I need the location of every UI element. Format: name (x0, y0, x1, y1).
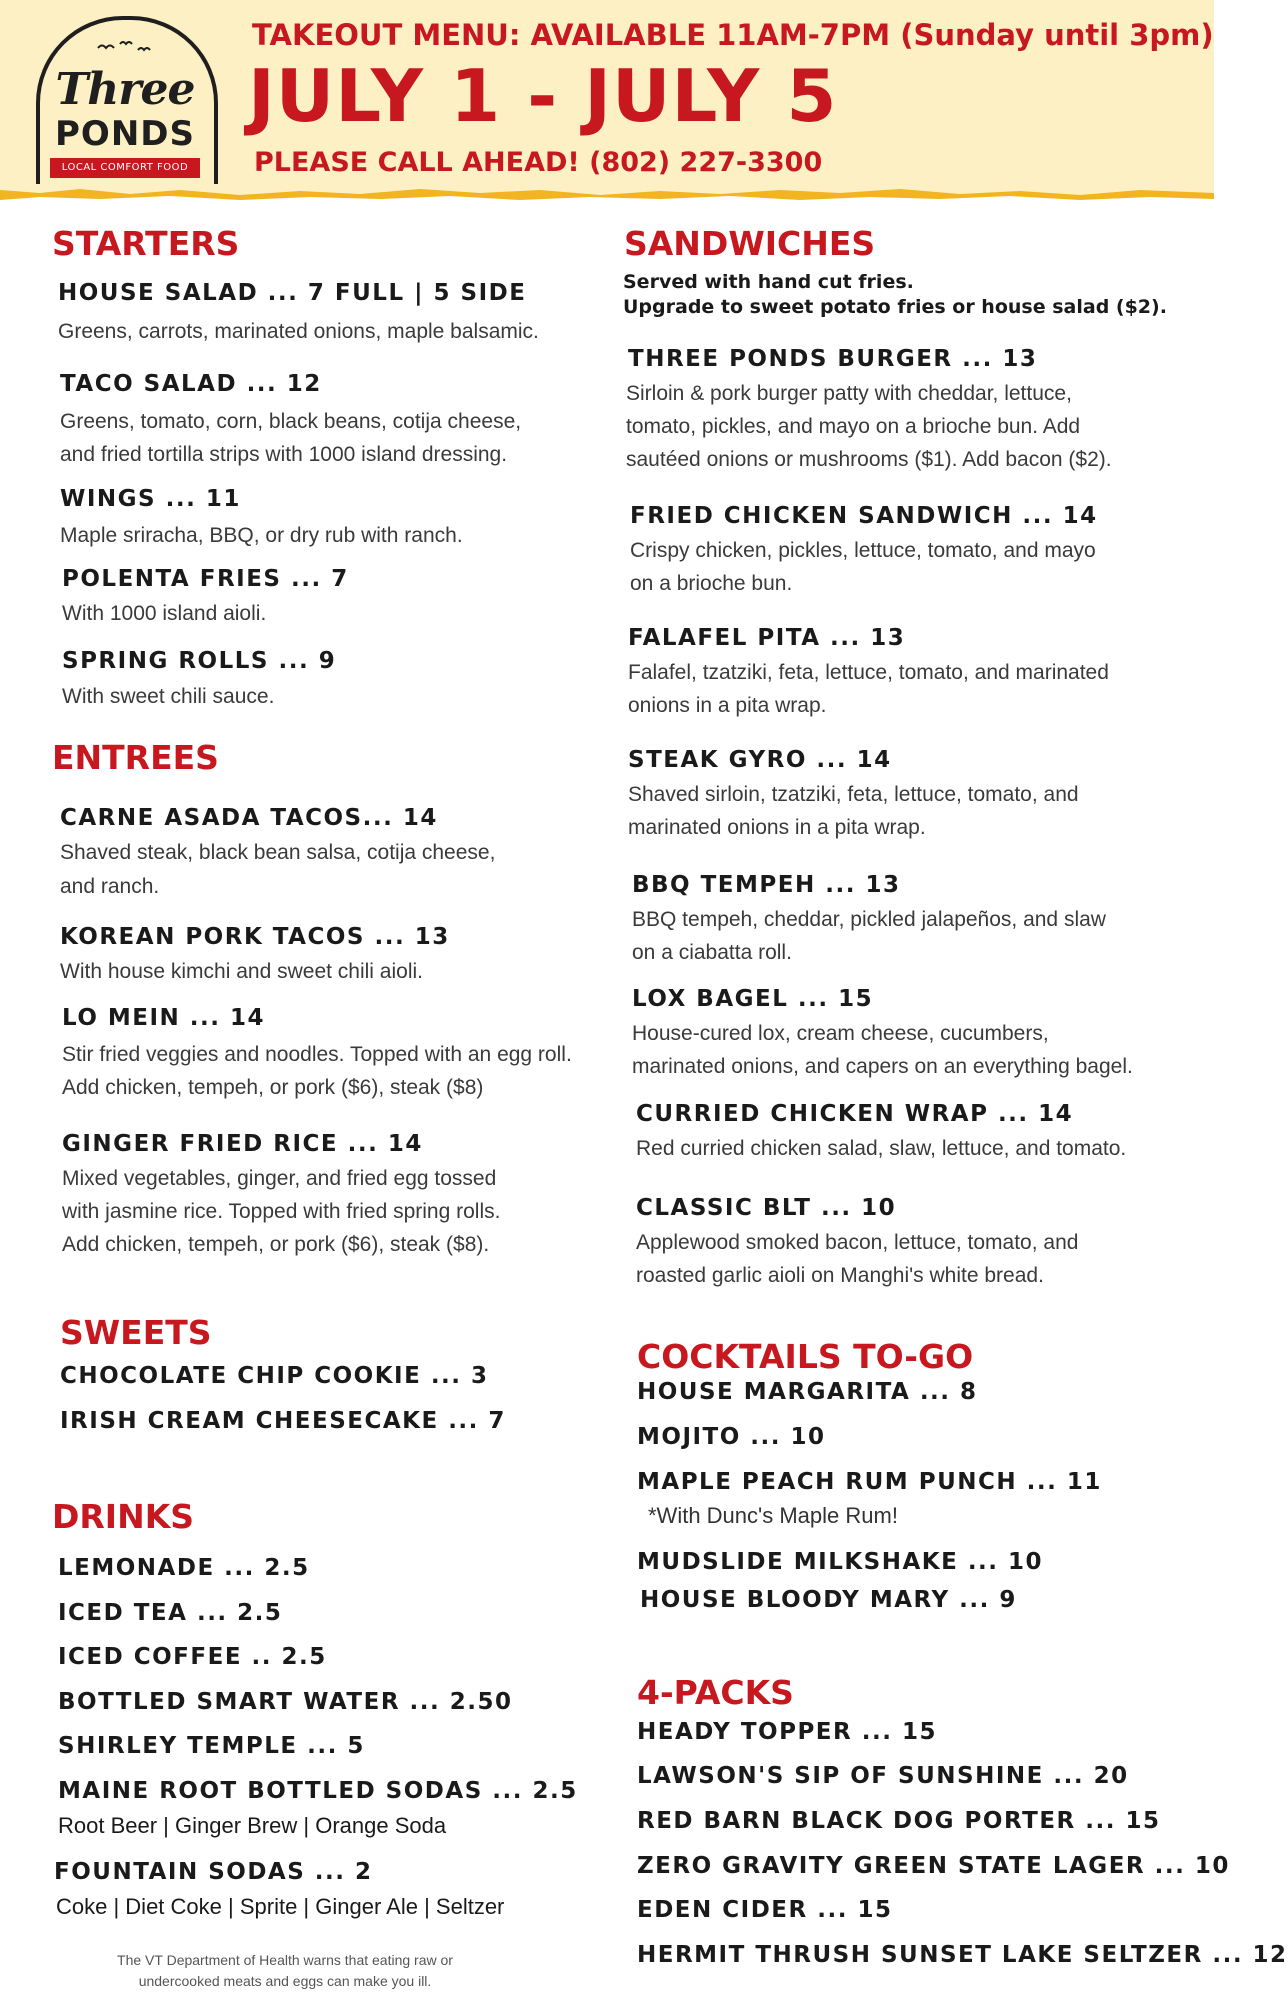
menu-item-name: KOREAN PORK TACOS ... 13 (60, 924, 450, 950)
menu-item-desc: onions in a pita wrap. (628, 694, 827, 717)
menu-item-desc: Red curried chicken salad, slaw, lettuce, and tomato. (636, 1137, 1127, 1160)
logo-word-three: Three (55, 64, 195, 115)
menu-item-name: MOJITO ... 10 (637, 1424, 826, 1450)
menu-item-desc: Add chicken, tempeh, or pork ($6), steak ($8) (62, 1076, 484, 1099)
sandwich-upgrade-note: Upgrade to sweet potato fries or house salad ($2). (623, 296, 1167, 318)
menu-item-name: POLENTA FRIES ... 7 (62, 566, 349, 592)
menu-item-desc: Stir fried veggies and noodles. Topped with an egg roll. (62, 1043, 572, 1066)
menu-item-name: MAINE ROOT BOTTLED SODAS ... 2.5 (58, 1778, 578, 1804)
menu-item-name: FALAFEL PITA ... 13 (628, 625, 906, 651)
maine-root-flavors: Root Beer | Ginger Brew | Orange Soda (58, 1813, 447, 1838)
menu-dates: JULY 1 - JULY 5 (248, 54, 838, 138)
section-title-4-packs: 4-PACKS (637, 1673, 794, 1712)
menu-item-name: SPRING ROLLS ... 9 (62, 648, 337, 674)
menu-item-name: HOUSE SALAD ... 7 FULL | 5 SIDE (58, 280, 527, 306)
menu-item-name: MUDSLIDE MILKSHAKE ... 10 (637, 1549, 1044, 1575)
rum-punch-note: *With Dunc's Maple Rum! (648, 1503, 898, 1528)
menu-item-desc: With house kimchi and sweet chili aioli. (60, 960, 423, 983)
menu-item-name: IRISH CREAM CHEESECAKE ... 7 (60, 1408, 506, 1434)
menu-item-desc: With sweet chili sauce. (62, 685, 275, 708)
menu-item-desc: Sirloin & pork burger patty with cheddar, lettuce, (626, 382, 1072, 405)
menu-item-name: CARNE ASADA TACOS... 14 (60, 805, 438, 831)
menu-item-desc: marinated onions in a pita wrap. (628, 816, 926, 839)
section-title-drinks: DRINKS (52, 1497, 195, 1536)
menu-item-desc: Crispy chicken, pickles, lettuce, tomato, and mayo (630, 539, 1096, 562)
section-title-starters: STARTERS (52, 224, 240, 263)
menu-item-desc: Shaved steak, black bean salsa, cotija cheese, (60, 841, 496, 864)
takeout-hours: TAKEOUT MENU: AVAILABLE 11AM-7PM (Sunday until 3pm) (252, 18, 1214, 52)
menu-item-name: BBQ TEMPEH ... 13 (632, 872, 901, 898)
menu-item-desc: Falafel, tzatziki, feta, lettuce, tomato, and marinated (628, 661, 1109, 684)
menu-item-desc: Add chicken, tempeh, or pork ($6), steak ($8). (62, 1233, 490, 1256)
menu-item-desc: Shaved sirloin, tzatziki, feta, lettuce, tomato, and (628, 783, 1079, 806)
menu-item-name: LEMONADE ... 2.5 (58, 1555, 310, 1581)
menu-item-name: HOUSE BLOODY MARY ... 9 (640, 1587, 1017, 1613)
menu-item-desc: on a ciabatta roll. (632, 941, 792, 964)
menu-item-desc: Applewood smoked bacon, lettuce, tomato, and (636, 1231, 1079, 1254)
menu-item-name: STEAK GYRO ... 14 (628, 747, 892, 773)
menu-item-name: CLASSIC BLT ... 10 (636, 1195, 897, 1221)
menu-item-name: CHOCOLATE CHIP COOKIE ... 3 (60, 1363, 489, 1389)
menu-item-name: FOUNTAIN SODAS ... 2 (54, 1859, 373, 1885)
menu-item-name: WINGS ... 11 (60, 486, 241, 512)
menu-item-name: HEADY TOPPER ... 15 (637, 1719, 937, 1745)
health-warning (100, 1950, 470, 1992)
menu-item-desc: With 1000 island aioli. (62, 602, 267, 625)
menu-item-desc: Greens, carrots, marinated onions, maple balsamic. (58, 320, 539, 343)
health-warning-line: The VT Department of Health warns that eating raw or (117, 1952, 453, 1968)
menu-item-name: HERMIT THRUSH SUNSET LAKE SELTZER ... 12 (637, 1942, 1288, 1968)
birds-icon (94, 36, 154, 56)
fountain-soda-options: Coke | Diet Coke | Sprite | Ginger Ale | Seltzer (56, 1894, 505, 1919)
three-ponds-logo (36, 16, 214, 184)
sandwich-side-note: Served with hand cut fries. (623, 271, 914, 293)
menu-item-desc: Mixed vegetables, ginger, and fried egg tossed (62, 1167, 497, 1190)
health-warning-line: undercooked meats and eggs can make you ill. (138, 1973, 432, 1989)
menu-item-name: TACO SALAD ... 12 (60, 371, 322, 397)
menu-item-name: LOX BAGEL ... 15 (632, 986, 874, 1012)
menu-item-name: ZERO GRAVITY GREEN STATE LAGER ... 10 (637, 1853, 1230, 1879)
section-title-sandwiches: SANDWICHES (624, 224, 876, 263)
menu-item-desc: roasted garlic aioli on Manghi's white bread. (636, 1264, 1044, 1287)
menu-item-name: EDEN CIDER ... 15 (637, 1897, 893, 1923)
menu-item-name: LAWSON'S SIP OF SUNSHINE ... 20 (637, 1763, 1129, 1789)
menu-item-name: RED BARN BLACK DOG PORTER ... 15 (637, 1808, 1161, 1834)
menu-item-name: LO MEIN ... 14 (62, 1005, 266, 1031)
menu-item-name: THREE PONDS BURGER ... 13 (628, 346, 1038, 372)
menu-item-name: CURRIED CHICKEN WRAP ... 14 (636, 1101, 1074, 1127)
menu-item-desc: BBQ tempeh, cheddar, pickled jalapeños, and slaw (632, 908, 1106, 931)
menu-item-name: GINGER FRIED RICE ... 14 (62, 1131, 423, 1157)
menu-item-desc: Maple sriracha, BBQ, or dry rub with ranch. (60, 524, 463, 547)
logo-word-ponds: PONDS (55, 114, 195, 154)
menu-item-desc: and fried tortilla strips with 1000 island dressing. (60, 443, 508, 466)
call-ahead-phone: PLEASE CALL AHEAD! (802) 227-3300 (254, 147, 823, 178)
menu-item-desc: sautéed onions or mushrooms ($1). Add bacon ($2). (626, 448, 1112, 471)
section-title-sweets: SWEETS (60, 1313, 212, 1352)
header-edge-stripe (0, 186, 1214, 202)
menu-item-name: BOTTLED SMART WATER ... 2.50 (58, 1689, 513, 1715)
menu-item-name: FRIED CHICKEN SANDWICH ... 14 (630, 503, 1098, 529)
menu-item-name: SHIRLEY TEMPLE ... 5 (58, 1733, 365, 1759)
section-title-cocktails: COCKTAILS TO-GO (637, 1337, 974, 1376)
menu-item-name: MAPLE PEACH RUM PUNCH ... 11 (637, 1469, 1102, 1495)
menu-item-desc: and ranch. (60, 875, 160, 898)
menu-item-desc: Greens, tomato, corn, black beans, cotija cheese, (60, 410, 522, 433)
menu-item-name: HOUSE MARGARITA ... 8 (637, 1379, 978, 1405)
menu-item-desc: tomato, pickles, and mayo on a brioche bun. Add (626, 415, 1081, 438)
menu-item-desc: with jasmine rice. Topped with fried spring rolls. (62, 1200, 501, 1223)
menu-item-desc: marinated onions, and capers on an everything bagel. (632, 1055, 1133, 1078)
menu-item-name: ICED COFFEE .. 2.5 (58, 1644, 327, 1670)
menu-item-desc: House-cured lox, cream cheese, cucumbers, (632, 1022, 1049, 1045)
menu-item-desc: on a brioche bun. (630, 572, 793, 595)
logo-tagline: LOCAL COMFORT FOOD (50, 158, 200, 178)
section-title-entrees: ENTREES (52, 738, 219, 777)
menu-item-name: ICED TEA ... 2.5 (58, 1600, 283, 1626)
